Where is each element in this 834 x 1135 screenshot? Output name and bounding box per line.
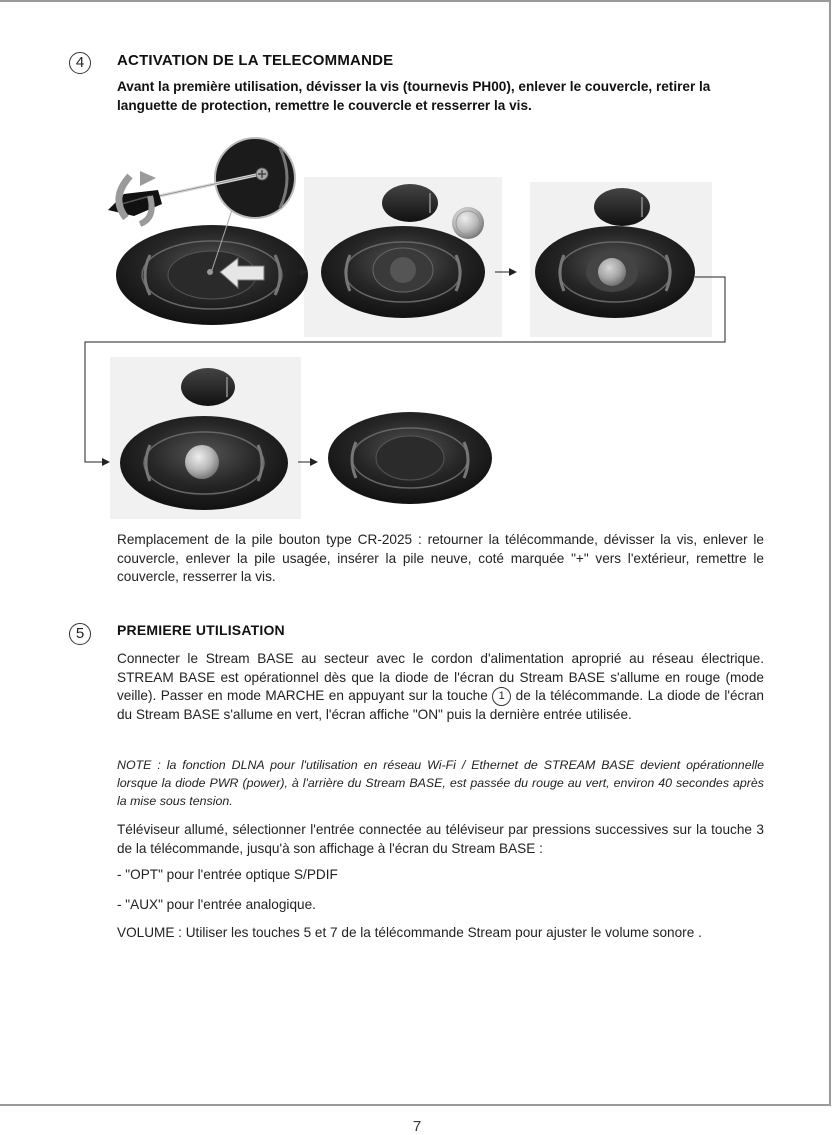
remote-step-5 — [328, 412, 492, 504]
battery-replacement-note: Remplacement de la pile bouton type CR-2025 : retourner la télécommande, dévisser la vis, enlever le couvercle, enlever la pile usagée, insérer la pile neuve, coté marquée "+" vers l'extérieur, remettre le couvercle, resserrer la vis. — [117, 532, 764, 584]
option-aux: - "AUX" pour l'entrée analogique. — [117, 897, 316, 912]
remote-activation-illustration — [0, 0, 834, 540]
remote-step-1 — [116, 225, 308, 325]
key-1-icon: 1 — [492, 687, 511, 706]
page-number: 7 — [412, 1118, 422, 1135]
input-selection-paragraph: Téléviseur allumé, sélectionner l'entrée connectée au téléviseur par pressions successives sur la touche 3 de la télécommande, jusqu'à son affichage à l'écran du Stream BASE : — [117, 822, 764, 856]
battery-cover-lid-2 — [382, 184, 438, 222]
remote-step-2 — [321, 226, 485, 318]
battery-cover-lid-3 — [594, 188, 650, 226]
activation-instruction: Avant la première utilisation, dévisser la vis (tournevis PH00), enlever le couvercle, retirer la languette de protection, remettre le couvercle et resserrer la vis. — [117, 79, 711, 113]
remote-step-4 — [120, 416, 288, 510]
battery-cover-lid-4 — [181, 368, 235, 406]
remote-step-3 — [535, 226, 695, 318]
option-opt: - "OPT" pour l'entrée optique S/PDIF — [117, 867, 338, 882]
section-5-title: PREMIERE UTILISATION — [117, 622, 285, 638]
section-4-title: ACTIVATION DE LA TELECOMMANDE — [117, 52, 394, 69]
dlna-note: NOTE : la fonction DLNA pour l'utilisation en réseau Wi-Fi / Ethernet de STREAM BASE devient opérationnelle lorsque la diode PWR (power), à l'arrière du Stream BASE, est passée du rouge au vert, environ 40 secondes après la mise sous tension. — [117, 758, 764, 808]
first-use-paragraph — [117, 650, 764, 725]
step-number-4: 4 — [69, 52, 91, 74]
volume-paragraph: VOLUME : Utiliser les touches 5 et 7 de la télécommande Stream pour ajuster le volume sonore . — [117, 925, 702, 940]
step-number-5: 5 — [69, 623, 91, 645]
first-use-text-1: Connecter le Stream BASE au secteur avec le cordon d'alimentation aproprié au réseau électrique. STREAM BASE est opérationnel dès que la diode de l'écran du Stream BASE s'allume en rouge (mode veille). Passer en mode MARCHE en appuyant sur la touche — [117, 651, 764, 704]
coin-battery-icon — [452, 207, 484, 239]
first-use-text-2: de la télécommande. La diode de l'écran du Stream BASE s'allume en vert, l'écran affiche "ON" puis la dernière entrée utilisée. — [117, 688, 764, 722]
